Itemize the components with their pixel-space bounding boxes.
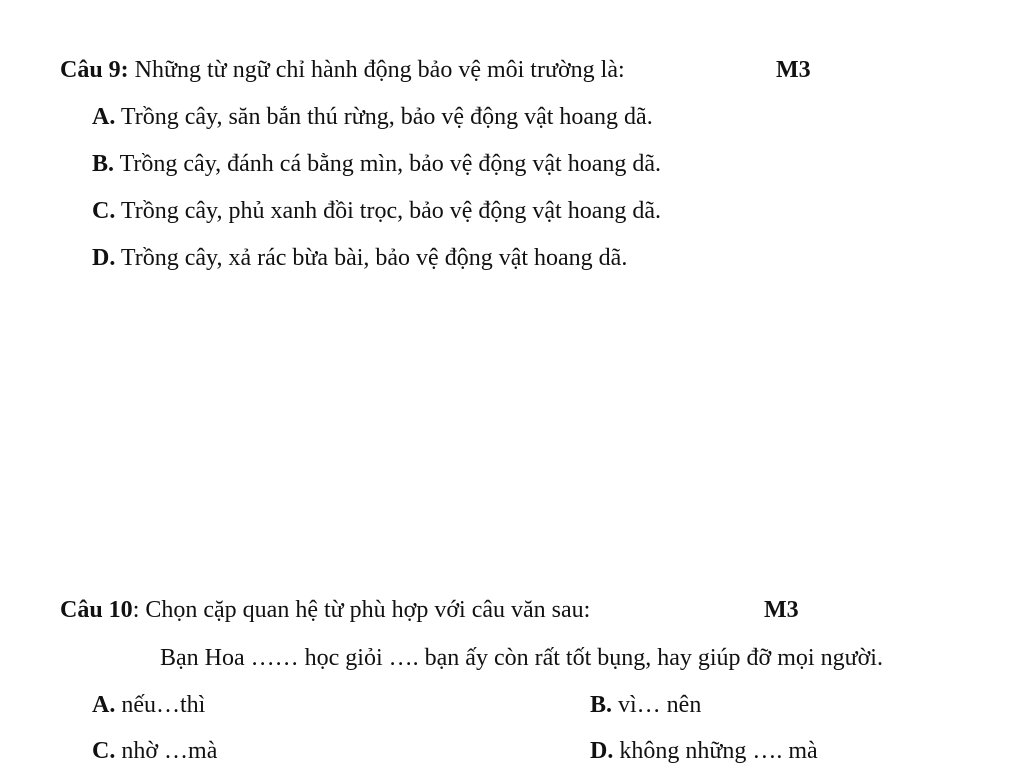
question-10-option-b xyxy=(590,691,701,719)
question-9-option-a xyxy=(92,103,653,131)
option-text: nếu…thì xyxy=(115,692,206,718)
question-9-option-b xyxy=(92,150,661,178)
question-10-level: M3 xyxy=(764,597,799,623)
question-10-option-d xyxy=(590,737,818,765)
question-10-text: : Chọn cặp quan hệ từ phù hợp với câu văn sau: xyxy=(132,597,591,623)
question-10-option-c xyxy=(92,737,217,765)
option-letter: A. xyxy=(92,104,116,130)
question-10-sentence: Bạn Hoa …… học giỏi …. bạn ấy còn rất tốt bụng, hay giúp đỡ mọi người. xyxy=(160,645,883,671)
question-10-option-a xyxy=(92,691,205,719)
question-9-option-d xyxy=(92,244,627,272)
option-letter: C. xyxy=(92,738,116,764)
question-10-label: Câu 10 xyxy=(60,597,133,623)
option-letter: C. xyxy=(92,198,116,224)
question-10-prompt xyxy=(60,596,590,624)
question-9-option-c xyxy=(92,197,661,225)
option-letter: B. xyxy=(92,151,115,177)
option-text: Trồng cây, phủ xanh đồi trọc, bảo vệ động vật hoang dã. xyxy=(115,198,662,224)
option-text: Trồng cây, đánh cá bằng mìn, bảo vệ động vật hoang dã. xyxy=(114,151,662,177)
option-text: Trồng cây, săn bắn thú rừng, bảo vệ động vật hoang dã. xyxy=(115,104,653,130)
option-text: vì… nên xyxy=(612,692,702,718)
option-letter: D. xyxy=(590,738,614,764)
question-9-level: M3 xyxy=(776,57,811,83)
option-letter: D. xyxy=(92,245,116,271)
question-9-text: Những từ ngữ chỉ hành động bảo vệ môi trường là: xyxy=(128,57,625,83)
option-text: không những …. mà xyxy=(613,738,818,764)
option-text: Trồng cây, xả rác bừa bài, bảo vệ động vật hoang dã. xyxy=(115,245,628,271)
question-9-prompt xyxy=(60,56,625,84)
option-letter: A. xyxy=(92,692,116,718)
option-letter: B. xyxy=(590,692,613,718)
question-9-label: Câu 9: xyxy=(60,57,129,83)
option-text: nhờ …mà xyxy=(115,738,218,764)
